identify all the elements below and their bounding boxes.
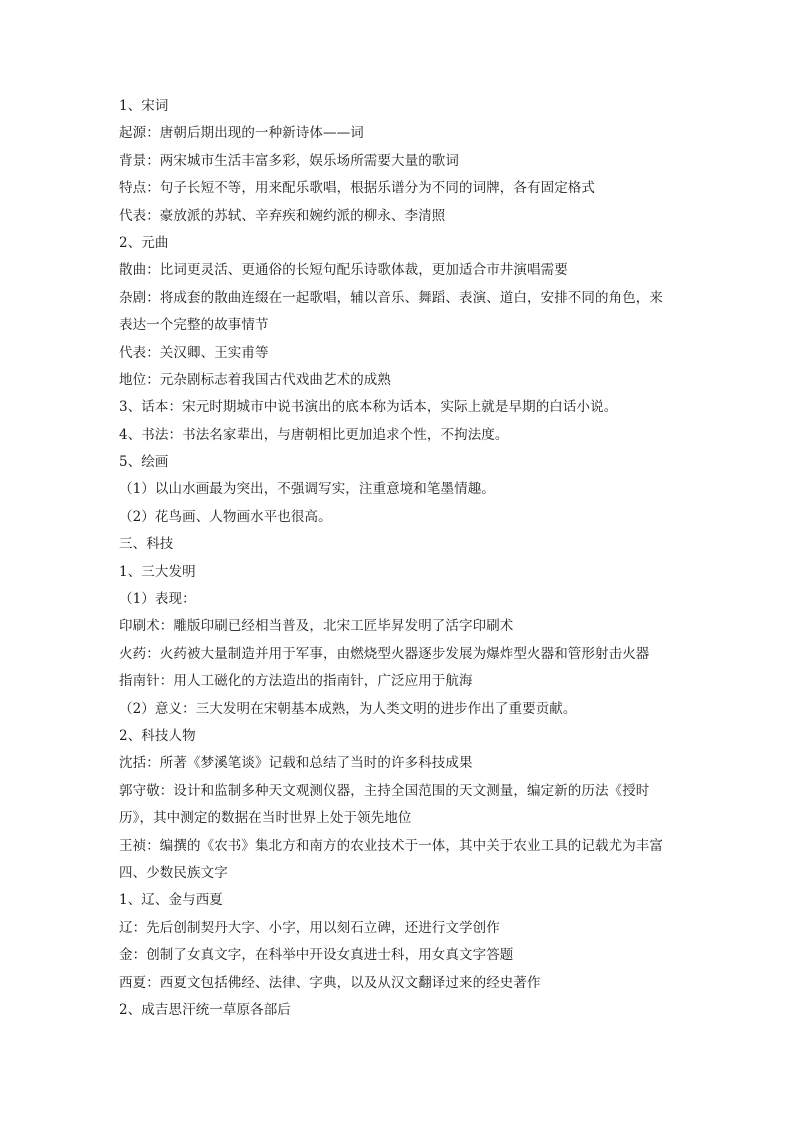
text-line: 代表：关汉卿、王实甫等: [119, 344, 269, 361]
text-line: 王祯：编撰的《农书》集北方和南方的农业技术于一体，其中关于农业工具的记载尤为丰富: [119, 837, 663, 854]
text-line: 指南针：用人工磁化的方法造出的指南针，广泛应用于航海: [119, 673, 473, 690]
text-line: 表达一个完整的故事情节: [119, 317, 269, 334]
text-line: （2）意义：三大发明在宋朝基本成熟，为人类文明的进步作出了重要贡献。: [119, 700, 577, 717]
heading-liao-jin-xixia: 1、辽、金与西夏: [119, 892, 223, 909]
document-page: [119, 93, 679, 1024]
text-line: （2）花鸟画、人物画水平也很高。: [119, 508, 332, 525]
text-line: 郭守敬：设计和监制多种天文观测仪器，主持全国范围的天文测量，编定新的历法《授时: [119, 782, 650, 799]
text-line: 3、话本：宋元时期城市中说书演出的底本称为话本，实际上就是早期的白话小说。: [119, 399, 618, 416]
heading-painting: 5、绘画: [119, 454, 169, 471]
text-line: 辽：先后创制契丹大字、小字，用以刻石立碑，还进行文学创作: [119, 919, 500, 936]
section-heading-minority-scripts: 四、少数民族文字: [119, 864, 228, 881]
text-line: 起源：唐朝后期出现的一种新诗体——词: [119, 125, 364, 142]
text-line: 地位：元杂剧标志着我国古代戏曲艺术的成熟: [119, 371, 391, 388]
heading-yuan-qu: 2、元曲: [119, 234, 169, 251]
text-line: 历》，其中测定的数据在当时世界上处于领先地位: [119, 810, 412, 827]
heading-song-ci: 1、宋词: [119, 98, 169, 114]
text-line: 西夏：西夏文包括佛经、法律、字典，以及从汉文翻译过来的经史著作: [119, 974, 541, 991]
text-line: 杂剧：将成套的散曲连缀在一起歌唱，辅以音乐、舞蹈、表演、道白，安排不同的角色，来: [119, 289, 663, 306]
text-line: 印刷术：雕版印刷已经相当普及，北宋工匠毕昇发明了活字印刷术: [119, 618, 514, 635]
text-line: 火药：火药被大量制造并用于军事，由燃烧型火器逐步发展为爆炸型火器和管形射击火器: [119, 645, 650, 662]
text-line: 背景：两宋城市生活丰富多彩，娱乐场所需要大量的歌词: [119, 152, 459, 169]
text-line: 代表：豪放派的苏轼、辛弃疾和婉约派的柳永、李清照: [119, 207, 446, 224]
text-line: （1）以山水画最为突出，不强调写实，注重意境和笔墨情趣。: [119, 481, 495, 498]
text-line: 4、书法：书法名家辈出，与唐朝相比更加追求个性，不拘法度。: [119, 426, 509, 443]
heading-genghis-khan: 2、成吉思汗统一草原各部后: [119, 1001, 291, 1018]
text-line: 金：创制了女真文字，在科举中开设女真进士科，用女真文字答题: [119, 947, 514, 964]
heading-three-inventions: 1、三大发明: [119, 563, 196, 580]
text-line: 特点：句子长短不等，用来配乐歌唱，根据乐谱分为不同的词牌，各有固定格式: [119, 180, 595, 197]
text-line: （1）表现：: [119, 591, 196, 608]
heading-tech-figures: 2、科技人物: [119, 727, 196, 744]
text-line: 散曲：比词更灵活、更通俗的长短句配乐诗歌体裁，更加适合市井演唱需要: [119, 262, 568, 279]
text-line: 沈括：所著《梦溪笔谈》记载和总结了当时的许多科技成果: [119, 755, 473, 772]
section-heading-technology: 三、科技: [119, 536, 174, 553]
